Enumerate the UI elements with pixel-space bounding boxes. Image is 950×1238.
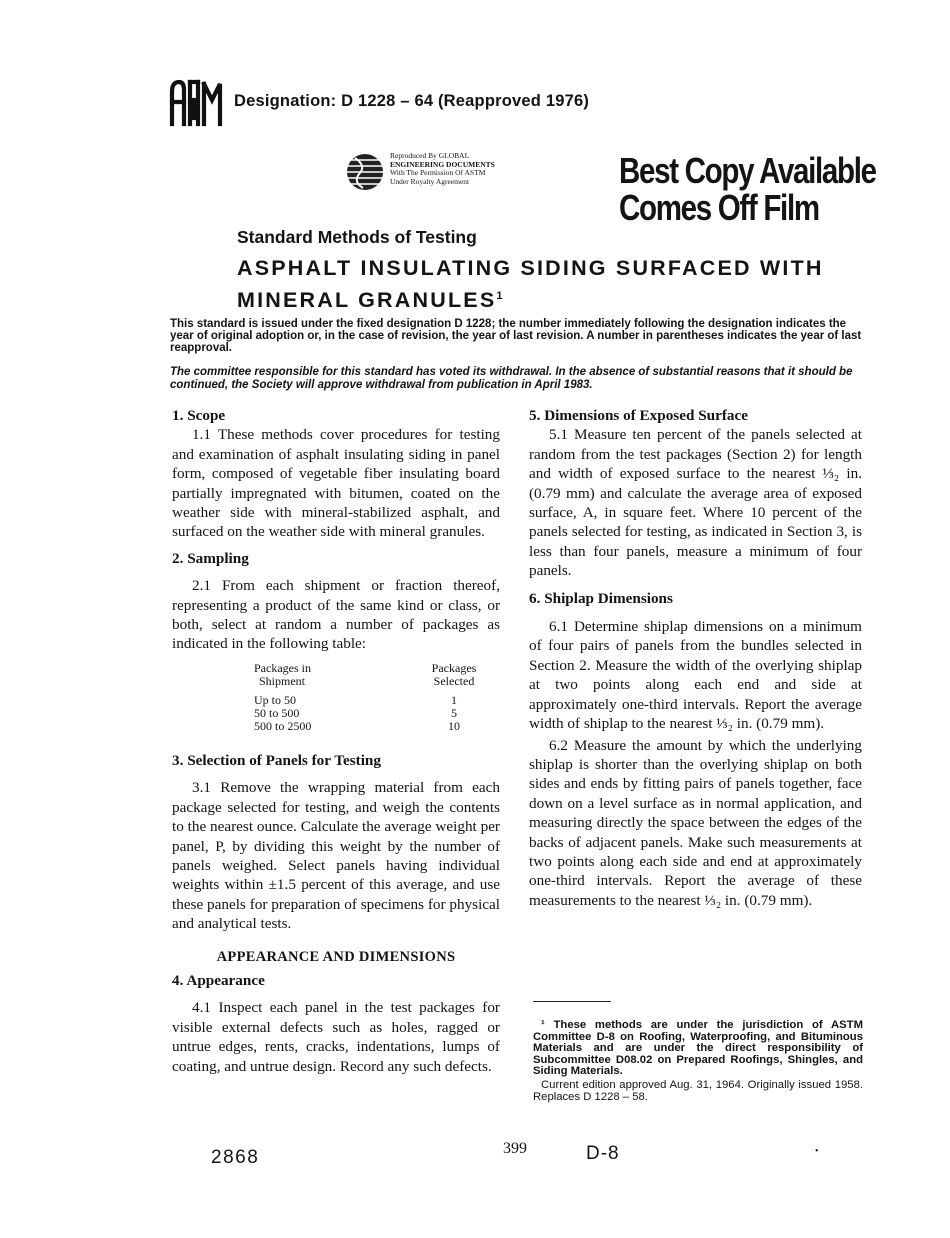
document-number: 2868 — [211, 1147, 260, 1168]
table-row — [254, 707, 484, 720]
table-cell: 5 — [451, 705, 457, 720]
title-line: ASPHALT INSULATING SIDING SURFACED WITH — [237, 256, 824, 280]
section-heading: 5. Dimensions of Exposed Surface — [529, 407, 748, 424]
paragraph: 6.2 Measure the amount by which the underlying shiplap is shorter than the overlying shiplap on both sides and ends by fitting pairs of panels together, face down on a level surface as in normal application, and measuring directly the space between the edges of the backs of adjacent panels. Make such measurements at two points along each side and end at approximately one-third intervals. Report the average of these measurements to the nearest ⅓₂ in. (0.79 mm). — [529, 736, 862, 909]
footnotes — [533, 1020, 863, 1103]
repro-line: With The Permission Of ASTM — [390, 168, 486, 177]
paragraph: 3.1 Remove the wrapping material from each package selected for testing, and weigh the contents to the nearest ounce. Calculate the average weight per panel, P, by dividing this weight by the number of panels weighed. Select panels having individual weights within ±1.5 percent of this average, and use these panels for preparation of specimens for physical and analytical tests. — [172, 779, 500, 933]
best-copy-stamp — [619, 150, 876, 228]
section-heading: 4. Appearance — [172, 971, 265, 989]
table-cell: 10 — [448, 718, 460, 733]
title-text: MINERAL GRANULES — [237, 288, 497, 313]
title-footnote-ref: 1 — [496, 290, 503, 302]
title-line — [237, 282, 877, 314]
table-header — [254, 662, 424, 688]
table-cell: 1 — [451, 692, 457, 707]
designation: Designation: D 1228 – 64 (Reapproved 1976) — [234, 92, 590, 110]
paragraph: 5.1 Measure ten percent of the panels selected at random from the test packages (Section 2) for length and width of exposed surface to the nearest ⅓₂ in. (0.79 mm) and calculate the average area of exposed surface, A, in square feet. Where 10 percent of the panels selected for testing, as indicated in Section 3, is less than four panels, measure a minimum of four panels. — [529, 426, 862, 580]
paragraph: 4.1 Inspect each panel in the test packages for visible external defects such as holes, ragged or untrue edges, rents, cracks, indentations, lumps of coating, and untrue design. Record any such defects. — [172, 999, 500, 1075]
margin-mark: • — [815, 1146, 819, 1157]
header-line: Packages in — [254, 660, 311, 675]
section-heading: 1. Scope — [172, 407, 226, 424]
page-number: 399 — [503, 1140, 527, 1157]
globe-icon — [345, 152, 385, 192]
reproduction-notice — [390, 152, 530, 186]
header-line: Selected — [433, 673, 475, 688]
repro-line: ENGINEERING DOCUMENTS — [390, 159, 495, 169]
header-line: Packages — [431, 660, 477, 675]
issuance-note: This standard is issued under the fixed designation D 1228; the number immediately following the designation indicates the year of original adoption or, in the case of revision, the year of last revision. A number in parentheses indicates the year of last reapproval. — [170, 318, 862, 354]
withdrawal-note: The committee responsible for this standard has voted its withdrawal. In the absence of substantial reasons that it should be continued, the Society will approve withdrawal from publication in April 1983. — [170, 366, 853, 391]
table-header-row — [254, 662, 484, 688]
best-copy-line: Comes Off Film — [619, 187, 819, 228]
paragraph: 6.1 Determine shiplap dimensions on a minimum of four pairs of panels from the bundles selected in Section 2. Measure the width of the overlying shiplap at two points along each end and side at approximately one-third intervals. Report the average width of shiplap to the nearest ⅓₂ in. (0.79 mm). — [529, 618, 862, 733]
section-heading: 2. Sampling — [172, 549, 249, 567]
table-row — [254, 720, 484, 733]
committee-code: D-8 — [586, 1143, 620, 1164]
packages-table — [254, 662, 484, 733]
repro-line: Reproduced By GLOBAL — [390, 151, 470, 160]
group-heading: APPEARANCE AND DIMENSIONS — [216, 948, 456, 965]
table-header — [424, 662, 484, 688]
document-title — [237, 254, 877, 314]
paragraph: 2.1 From each shipment or fraction thereof, representing a product of the same kind or class, or both, select at random a number of packages as indicated in the following table: — [172, 577, 500, 653]
section-heading: 6. Shiplap Dimensions — [529, 589, 673, 607]
astm-logo-icon — [168, 78, 228, 130]
footnote-rule — [533, 1001, 611, 1002]
footnote: Current edition approved Aug. 31, 1964. Originally issued 1958. Replaces D 1228 – 58. — [533, 1078, 863, 1103]
table-row — [254, 694, 484, 707]
header-line: Shipment — [259, 673, 306, 688]
repro-line: Under Royalty Agreement — [390, 176, 470, 186]
document-kicker: Standard Methods of Testing — [237, 227, 477, 247]
footnote: ¹ These methods are under the jurisdiction of ASTM Committee D-8 on Roofing, Waterproofing, and Bituminous Materials and are under the direct responsibility of Subcommittee D08.02 on Prepared Roofings, Shingles, and Siding Materials. — [533, 1019, 863, 1078]
table-cell: 50 to 500 — [254, 705, 300, 720]
right-column — [529, 406, 862, 910]
left-column — [172, 406, 500, 1076]
best-copy-line: Best Copy Available — [619, 150, 876, 191]
table-cell: 500 to 2500 — [254, 718, 312, 733]
section-heading: 3. Selection of Panels for Testing — [172, 751, 381, 769]
table-cell: Up to 50 — [254, 692, 296, 707]
paragraph: 1.1 These methods cover procedures for testing and examination of asphalt insulating siding in panel form, composed of vegetable fiber insulating board partially impregnated with bitumen, coated on the weather side with mineral-stabilized asphalt, and surfaced on the weather side with mineral granules. — [172, 426, 500, 541]
